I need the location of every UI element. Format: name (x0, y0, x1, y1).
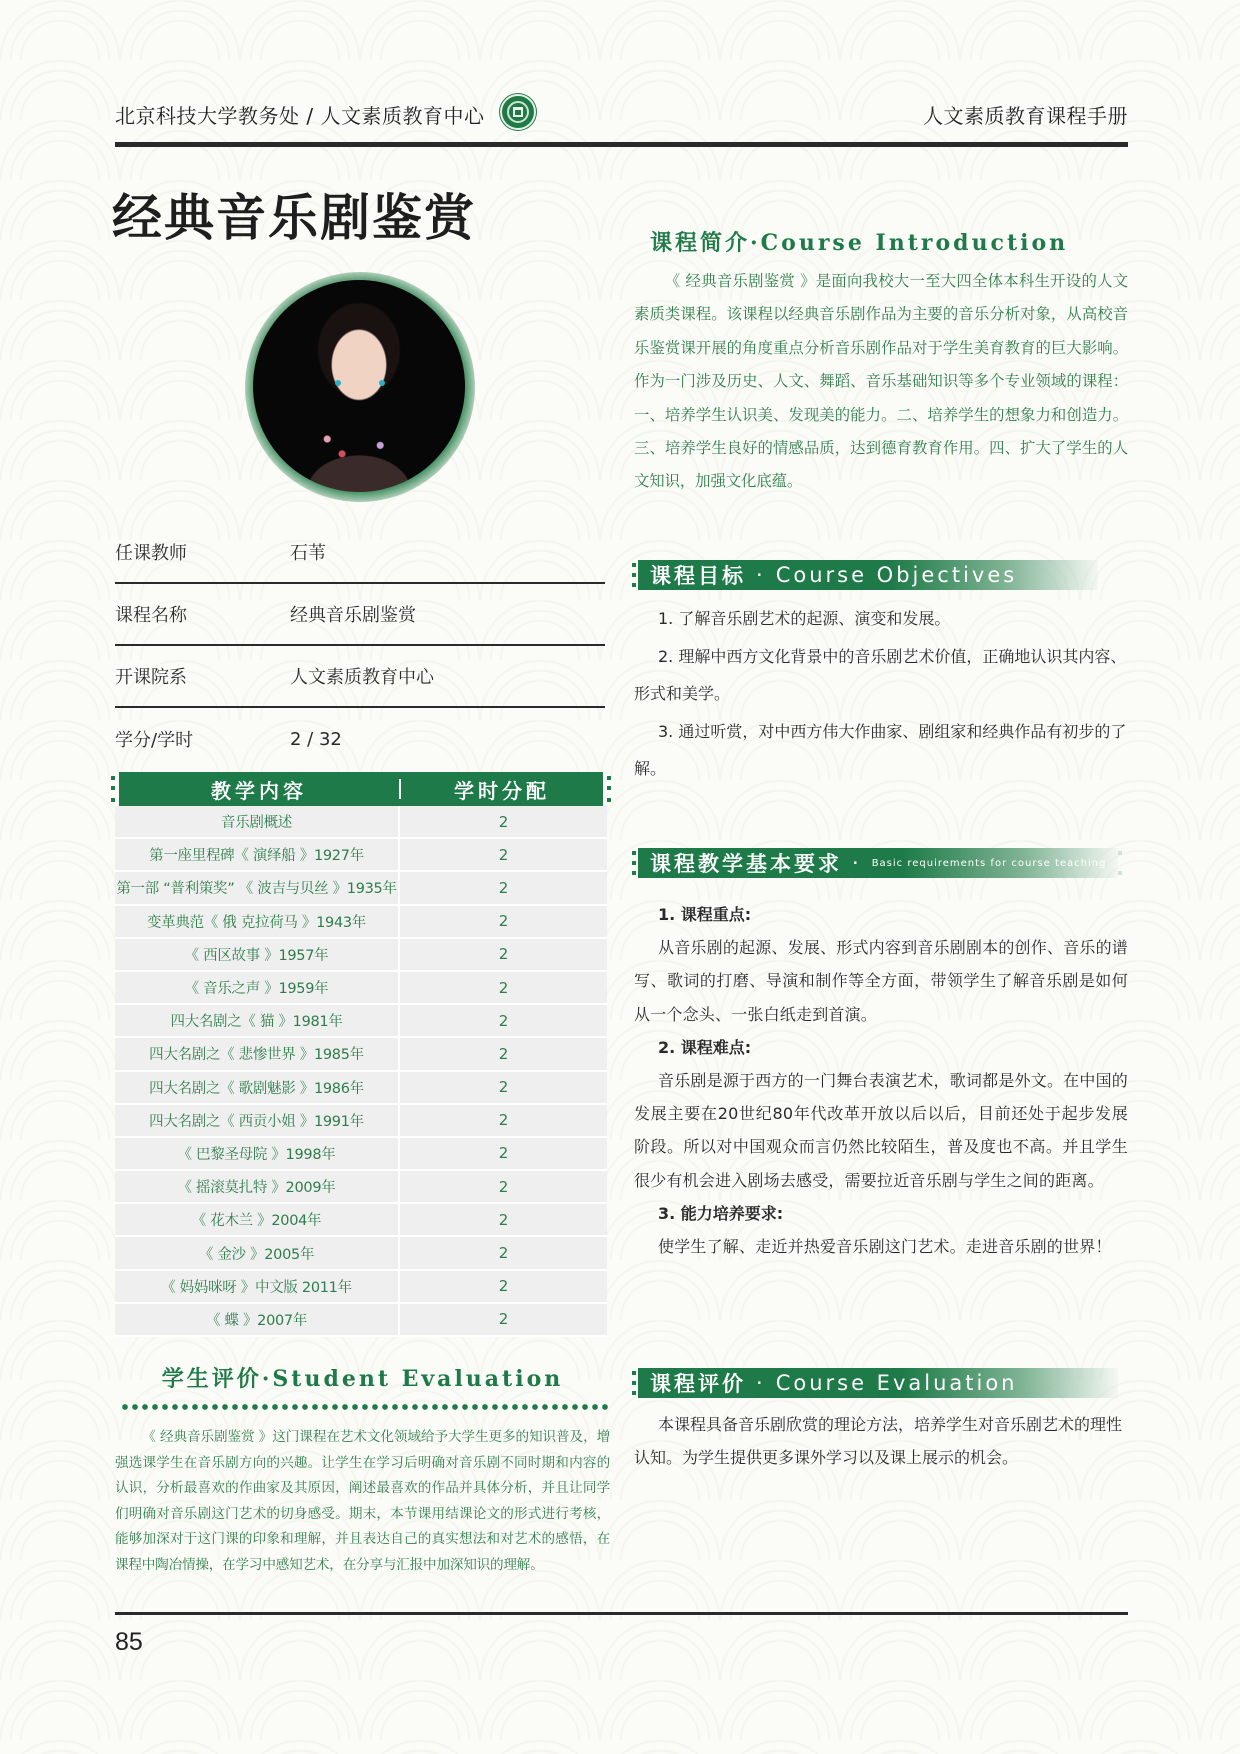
earring-decoration (335, 380, 341, 386)
lesson-topic-cell: 《 妈妈咪呀 》中文版 2011年 (115, 1271, 400, 1304)
header-divider (115, 142, 1128, 147)
banner-title-en: Course Objectives (775, 563, 1018, 587)
lesson-topic-cell: 《 蝶 》2007年 (115, 1304, 400, 1337)
info-row-course-name (115, 584, 605, 646)
table-row (115, 1105, 607, 1138)
lesson-hours-cell: 2 (400, 839, 607, 872)
table-body (115, 806, 607, 1337)
course-introduction-title: 课程简介·Course Introduction (650, 230, 1069, 256)
table-row (115, 1237, 607, 1270)
student-evaluation-title: 学生评价·Student Evaluation (161, 1366, 564, 1392)
table-row (115, 1038, 607, 1071)
table-row (115, 1005, 607, 1038)
lesson-topic-cell: 变革典范《 俄 克拉荷马 》1943年 (115, 906, 400, 939)
lesson-hours-cell: 2 (400, 1171, 607, 1204)
table-row (115, 1271, 607, 1304)
column-header-content: 教学内容 (211, 778, 307, 803)
lesson-hours-cell: 2 (400, 1072, 607, 1105)
lesson-topic-cell: 《 花木兰 》2004年 (115, 1204, 400, 1237)
table-row (115, 872, 607, 905)
earring-decoration (379, 380, 385, 386)
course-objectives-list (634, 600, 1128, 788)
teaching-schedule-table (115, 772, 607, 1337)
column-header-hours: 学时分配 (454, 778, 550, 803)
banner-title-cn: 课程评价 (650, 1372, 746, 1396)
table-row (115, 906, 607, 939)
course-evaluation-text: 本课程具备音乐剧欣赏的理论方法，培养学生对音乐剧艺术的理性认知。为学生提供更多课外学习以及课上展示的机会。 (634, 1415, 1123, 1467)
lesson-topic-cell: 第一部 “普利策奖” 《 波吉与贝丝 》1935年 (115, 872, 400, 905)
table-row (115, 1138, 607, 1171)
requirement-heading: 2. 课程难点: (658, 1037, 752, 1057)
info-label: 任课教师 (115, 543, 187, 564)
objective-item: 1. 了解音乐剧艺术的起源、演变和发展。 (658, 609, 951, 628)
info-row-credits (115, 708, 605, 770)
university-seal-icon (500, 94, 536, 130)
lesson-hours-cell: 2 (400, 939, 607, 972)
student-evaluation-text: 《 经典音乐剧鉴赏 》这门课程在艺术文化领域给予大学生更多的知识普及，增强选课学生在音乐剧方向的兴趣。让学生在学习后明确对音乐剧不同时期和内容的认识，分析最喜欢的作曲家及其原因，阐述最喜欢的作品并具体分析，并且让同学们明确对音乐剧这门艺术的切身感受。期末，本节课用结课论文的形式进行考核，能够加深对于这门课的印象和理解，并且表达自己的真实想法和对艺术的感悟，在课程中陶冶情操，在学习中感知艺术，在分享与汇报中加深知识的理解。 (115, 1429, 610, 1573)
lesson-hours-cell: 2 (400, 1237, 607, 1270)
lesson-hours-cell: 2 (400, 1304, 607, 1337)
separator-dot: · (756, 1371, 766, 1395)
course-introduction-text: 《 经典音乐剧鉴赏 》是面向我校大一至大四全体本科生开设的人文素质类课程。该课程以经典音乐剧作品为主要的音乐分析对象，从高校音乐鉴赏课开展的角度重点分析音乐剧作品对于学生美育教育的巨大影响。作为一门涉及历史、人文、舞蹈、音乐基础知识等多个专业领域的课程：一、培养学生认识美、发现美的能力。二、培养学生的想象力和创造力。三、培养学生良好的情感品质，达到德育教育作用。四、扩大了学生的人文知识，加强文化底蕴。 (634, 272, 1128, 491)
course-requirements-banner (638, 848, 1118, 878)
info-label: 课程名称 (115, 605, 187, 626)
separator-dot: · (852, 851, 862, 875)
table-row (115, 1171, 607, 1204)
course-objectives-banner (638, 560, 1098, 590)
lesson-topic-cell: 四大名剧之《 歌剧魅影 》1986年 (115, 1072, 400, 1105)
lesson-topic-cell: 《 音乐之声 》1959年 (115, 972, 400, 1005)
info-value: 经典音乐剧鉴赏 (290, 605, 416, 626)
banner-title-cn: 课程教学基本要求 (650, 852, 842, 876)
table-row (115, 1304, 607, 1337)
lesson-hours-cell: 2 (400, 1038, 607, 1071)
page-title: 经典音乐剧鉴赏 (112, 188, 476, 247)
lesson-topic-cell: 四大名剧之《 悲惨世界 》1985年 (115, 1038, 400, 1071)
banner-title-cn: 课程目标 (650, 564, 746, 588)
table-row (115, 806, 607, 839)
table-row (115, 1204, 607, 1237)
table-row (115, 839, 607, 872)
lesson-hours-cell: 2 (400, 1138, 607, 1171)
lesson-hours-cell: 2 (400, 1204, 607, 1237)
info-value: 人文素质教育中心 (290, 667, 434, 688)
course-info-table (115, 522, 605, 770)
page-number: 85 (115, 1628, 143, 1656)
footer-divider (115, 1612, 1128, 1615)
requirement-heading: 1. 课程重点: (658, 905, 752, 924)
header-right-title: 人文素质教育课程手册 (923, 104, 1128, 128)
instructor-portrait (253, 280, 465, 492)
course-evaluation-banner (638, 1368, 1118, 1398)
banner-title-en: Course Evaluation (775, 1371, 1018, 1395)
info-label: 学分/学时 (115, 730, 194, 751)
lesson-topic-cell: 四大名剧之《 西贡小姐 》1991年 (115, 1105, 400, 1138)
lesson-topic-cell: 《 西区故事 》1957年 (115, 939, 400, 972)
table-header (119, 772, 603, 806)
table-row (115, 1072, 607, 1105)
lesson-hours-cell: 2 (400, 806, 607, 839)
lesson-topic-cell: 四大名剧之《 猫 》1981年 (115, 1005, 400, 1038)
header-left-title: 北京科技大学教务处 / 人文素质教育中心 (115, 104, 485, 128)
table-row (115, 972, 607, 1005)
requirement-body: 音乐剧是源于西方的一门舞台表演艺术，歌词都是外文。在中国的发展主要在20世纪80年代改革开放以后以后，目前还处于起步发展阶段。所以对中国观众而言仍然比较陌生，普及度也不高。并且学生很少有机会进入剧场去感受，需要拉近音乐剧与学生之间的距离。 (634, 1071, 1128, 1190)
info-value: 2 / 32 (290, 728, 342, 750)
lesson-topic-cell: 《 摇滚莫扎特 》2009年 (115, 1171, 400, 1204)
info-row-department (115, 646, 605, 708)
lesson-hours-cell: 2 (400, 1105, 607, 1138)
requirement-heading: 3. 能力培养要求: (658, 1203, 784, 1223)
info-value: 石苇 (290, 543, 326, 564)
lesson-topic-cell: 《 金沙 》2005年 (115, 1237, 400, 1270)
table-row (115, 939, 607, 972)
lesson-hours-cell: 2 (400, 1005, 607, 1038)
lesson-hours-cell: 2 (400, 1271, 607, 1304)
separator-dot: · (756, 563, 766, 587)
lesson-hours-cell: 2 (400, 972, 607, 1005)
info-row-teacher (115, 522, 605, 584)
lesson-topic-cell: 《 巴黎圣母院 》1998年 (115, 1138, 400, 1171)
lesson-topic-cell: 第一座里程碑《 演绎船 》1927年 (115, 839, 400, 872)
banner-title-en: Basic requirements for course teaching (871, 857, 1107, 869)
requirement-body: 从音乐剧的起源、发展、形式内容到音乐剧剧本的创作、音乐的谱写、歌词的打磨、导演和制作等全方面，带领学生了解音乐剧是如何从一个念头、一张白纸走到首演。 (634, 938, 1128, 1024)
dotted-divider (120, 1403, 610, 1411)
lesson-hours-cell: 2 (400, 906, 607, 939)
lesson-hours-cell: 2 (400, 872, 607, 905)
info-label: 开课院系 (115, 667, 187, 688)
lesson-topic-cell: 音乐剧概述 (115, 806, 400, 839)
objective-item: 3. 通过听赏，对中西方伟大作曲家、剧组家和经典作品有初步的了解。 (634, 721, 1127, 778)
requirement-body: 使学生了解、走近并热爱音乐剧这门艺术。走进音乐剧的世界！ (658, 1237, 1112, 1257)
objective-item: 2. 理解中西方文化背景中的音乐剧艺术价值，正确地认识其内容、形式和美学。 (634, 646, 1127, 703)
course-requirements (634, 898, 1128, 1263)
